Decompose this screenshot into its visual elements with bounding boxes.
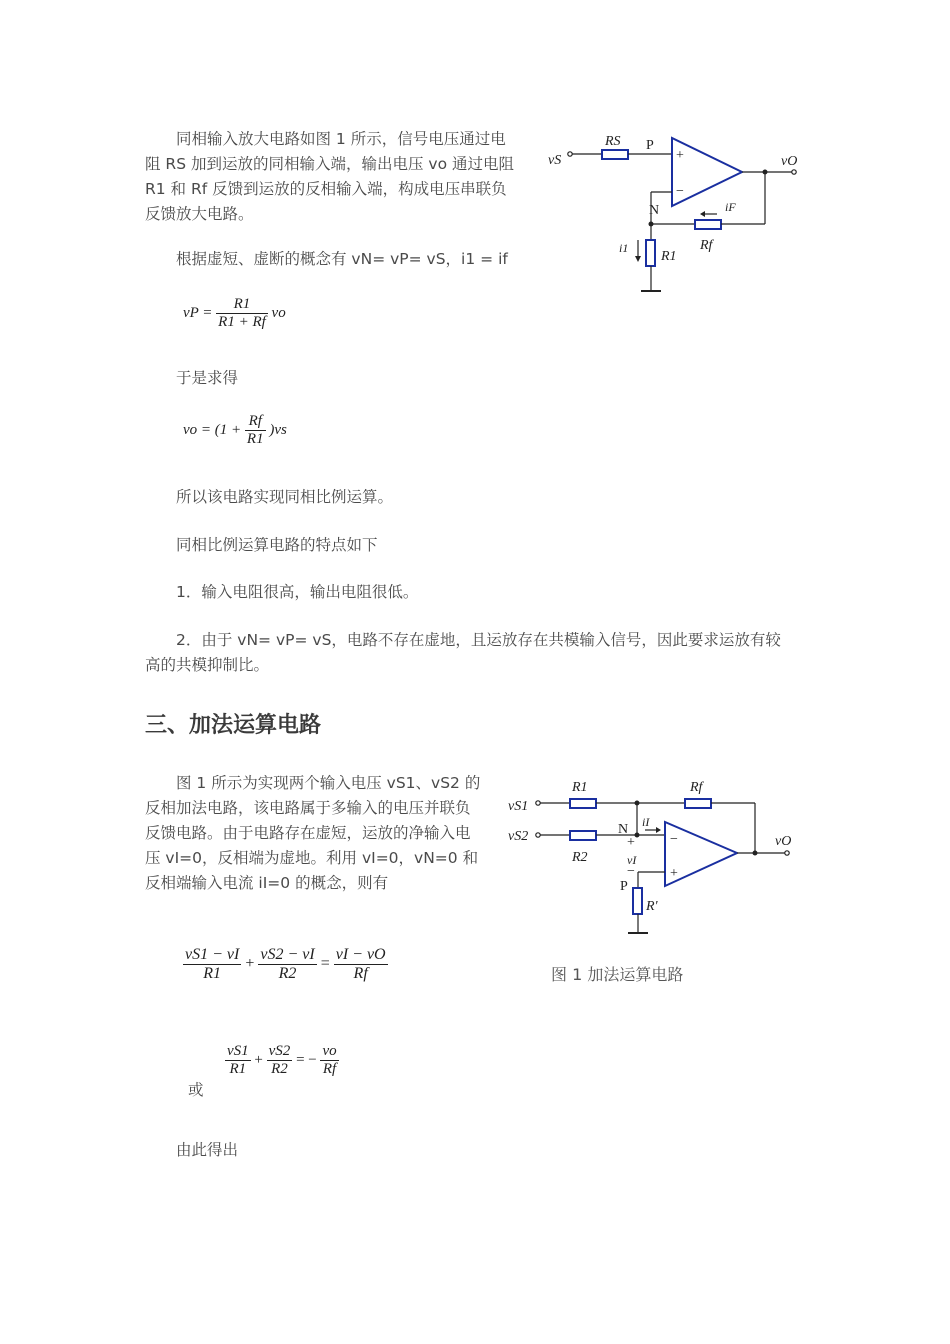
eq3-t2-den: R2 (258, 964, 316, 983)
eq3-t1-den: R1 (183, 964, 241, 983)
c2-rf-label: Rf (690, 780, 703, 795)
c2-r-label: R' (646, 899, 658, 914)
c1-p-label: P (646, 138, 654, 153)
eq4-term2 (267, 1043, 293, 1078)
eq3-term3 (334, 946, 388, 983)
features-title: 同相比例运算电路的特点如下 (176, 536, 378, 554)
feature-2: 2．由于 vN= vP= vS，电路不存在虚地，且运放存在共模输入信号，因此要求运放有较高的共模抑制比。 (145, 631, 781, 674)
intro-paragraph: 同相输入放大电路如图 1 所示，信号电压通过电阻 RS 加到运放的同相输入端，输出电压 vo 通过电阻 R1 和 Rf 反馈到运放的反相输入端，构成电压串联负反馈放大电路。 (145, 130, 514, 223)
figure-caption: 图 1 加法运算电路 (551, 965, 684, 984)
equation-vp (183, 296, 286, 331)
feature-1: 1．输入电阻很高，输出电阻很低。 (176, 583, 419, 601)
c2-vo-label: vO (775, 834, 792, 849)
eq1-lhs: vP = (183, 304, 213, 321)
c2-p-label: P (620, 879, 628, 894)
eq4-t1-den: R1 (225, 1060, 251, 1078)
eq2-lhs: vo = (1 + (183, 421, 242, 438)
c2-vi-plus: + (627, 835, 635, 850)
equation-vo (183, 413, 287, 448)
c1-minus-label: − (676, 184, 684, 199)
c1-if-label: iF (725, 200, 736, 214)
c2-vi-label: vI (627, 853, 637, 867)
eq1-den: R1 + Rf (218, 314, 266, 330)
thus-paragraph: 于是求得 (176, 369, 239, 387)
section-heading-adder: 三、加法运算电路 (145, 713, 322, 738)
c2-n-label: N (618, 822, 629, 837)
equation-node-current: $\frac{vS1 - vI}{R1}$ + $\frac{vS2 - vI}{R2}$ = $\frac{vI - vO}{Rf}$ (185, 946, 386, 982)
c2-r2-label: R2 (572, 850, 588, 865)
c1-r1-label: R1 (661, 249, 677, 264)
eq4-term3 (320, 1043, 338, 1078)
eq3-t3-den: Rf (334, 964, 388, 983)
noninverting-amplifier-circuit (545, 128, 810, 298)
c1-vs-label: vS (548, 153, 562, 168)
virtual-short-paragraph: 根据虚短、虚断的概念有 vN= vP= vS，i1 = if (176, 250, 508, 268)
summing-amplifier-circuit (505, 770, 800, 942)
eq4-t2-num: vS2 (268, 1043, 291, 1059)
equation-sum: $\frac{vS1}{R1}$ + $\frac{vS2}{R2}$ = − $\frac{vo}{Rf}$ (227, 1043, 337, 1077)
c2-vs1-label: vS1 (508, 799, 529, 814)
conclusion-paragraph: 所以该电路实现同相比例运算。 (176, 488, 394, 506)
eq1-num: R1 (233, 296, 251, 312)
eq4-term1 (225, 1043, 251, 1078)
eq2-den: R1 (246, 431, 264, 447)
c2-plus-label: + (670, 866, 678, 881)
c1-rs-label: RS (605, 134, 621, 149)
eq3-term1 (183, 946, 241, 983)
eq3-t1-num: vS1 − vI (185, 946, 240, 963)
c2-il-label: iI (642, 815, 650, 829)
c1-rf-label: Rf (700, 238, 713, 253)
eq4-t3-den: Rf (320, 1060, 338, 1078)
eq3-t2-num: vS2 − vI (260, 946, 315, 963)
adder-intro-paragraph: 图 1 所示为实现两个输入电压 vS1、vS2 的反相加法电路，该电路属于多输入的电压并联负反馈电路。由于电路存在虚短，运放的净输入电压 vI=0，反相端为虚地。利用 vI=0，vN=0 和反相端输入电流 iI=0 的概念，则有 (145, 774, 481, 892)
c1-i1-label: i1 (619, 241, 629, 255)
eq3-t3-num: vI − vO (335, 946, 386, 963)
eq1-fraction (216, 296, 268, 331)
eq2-num: Rf (248, 413, 262, 429)
eq2-fraction (245, 413, 266, 448)
c2-r1-label: R1 (572, 780, 588, 795)
c2-vi-minus: − (627, 864, 635, 879)
eq3-term2 (258, 946, 316, 983)
c1-plus-label: + (676, 148, 684, 163)
c1-vo-label: vO (781, 154, 798, 169)
eq4-t1-num: vS1 (227, 1043, 249, 1059)
derive-paragraph: 由此得出 (176, 1141, 239, 1159)
eq4-t3-num: vo (322, 1043, 337, 1059)
c2-vs2-label: vS2 (508, 829, 529, 844)
eq2-tail: )vs (269, 421, 287, 438)
eq4-t2-den: R2 (267, 1060, 293, 1078)
c1-n-label: N (649, 203, 660, 218)
or-label: 或 (188, 1081, 204, 1099)
c2-minus-label: − (670, 832, 678, 847)
eq1-tail: vo (271, 304, 286, 321)
